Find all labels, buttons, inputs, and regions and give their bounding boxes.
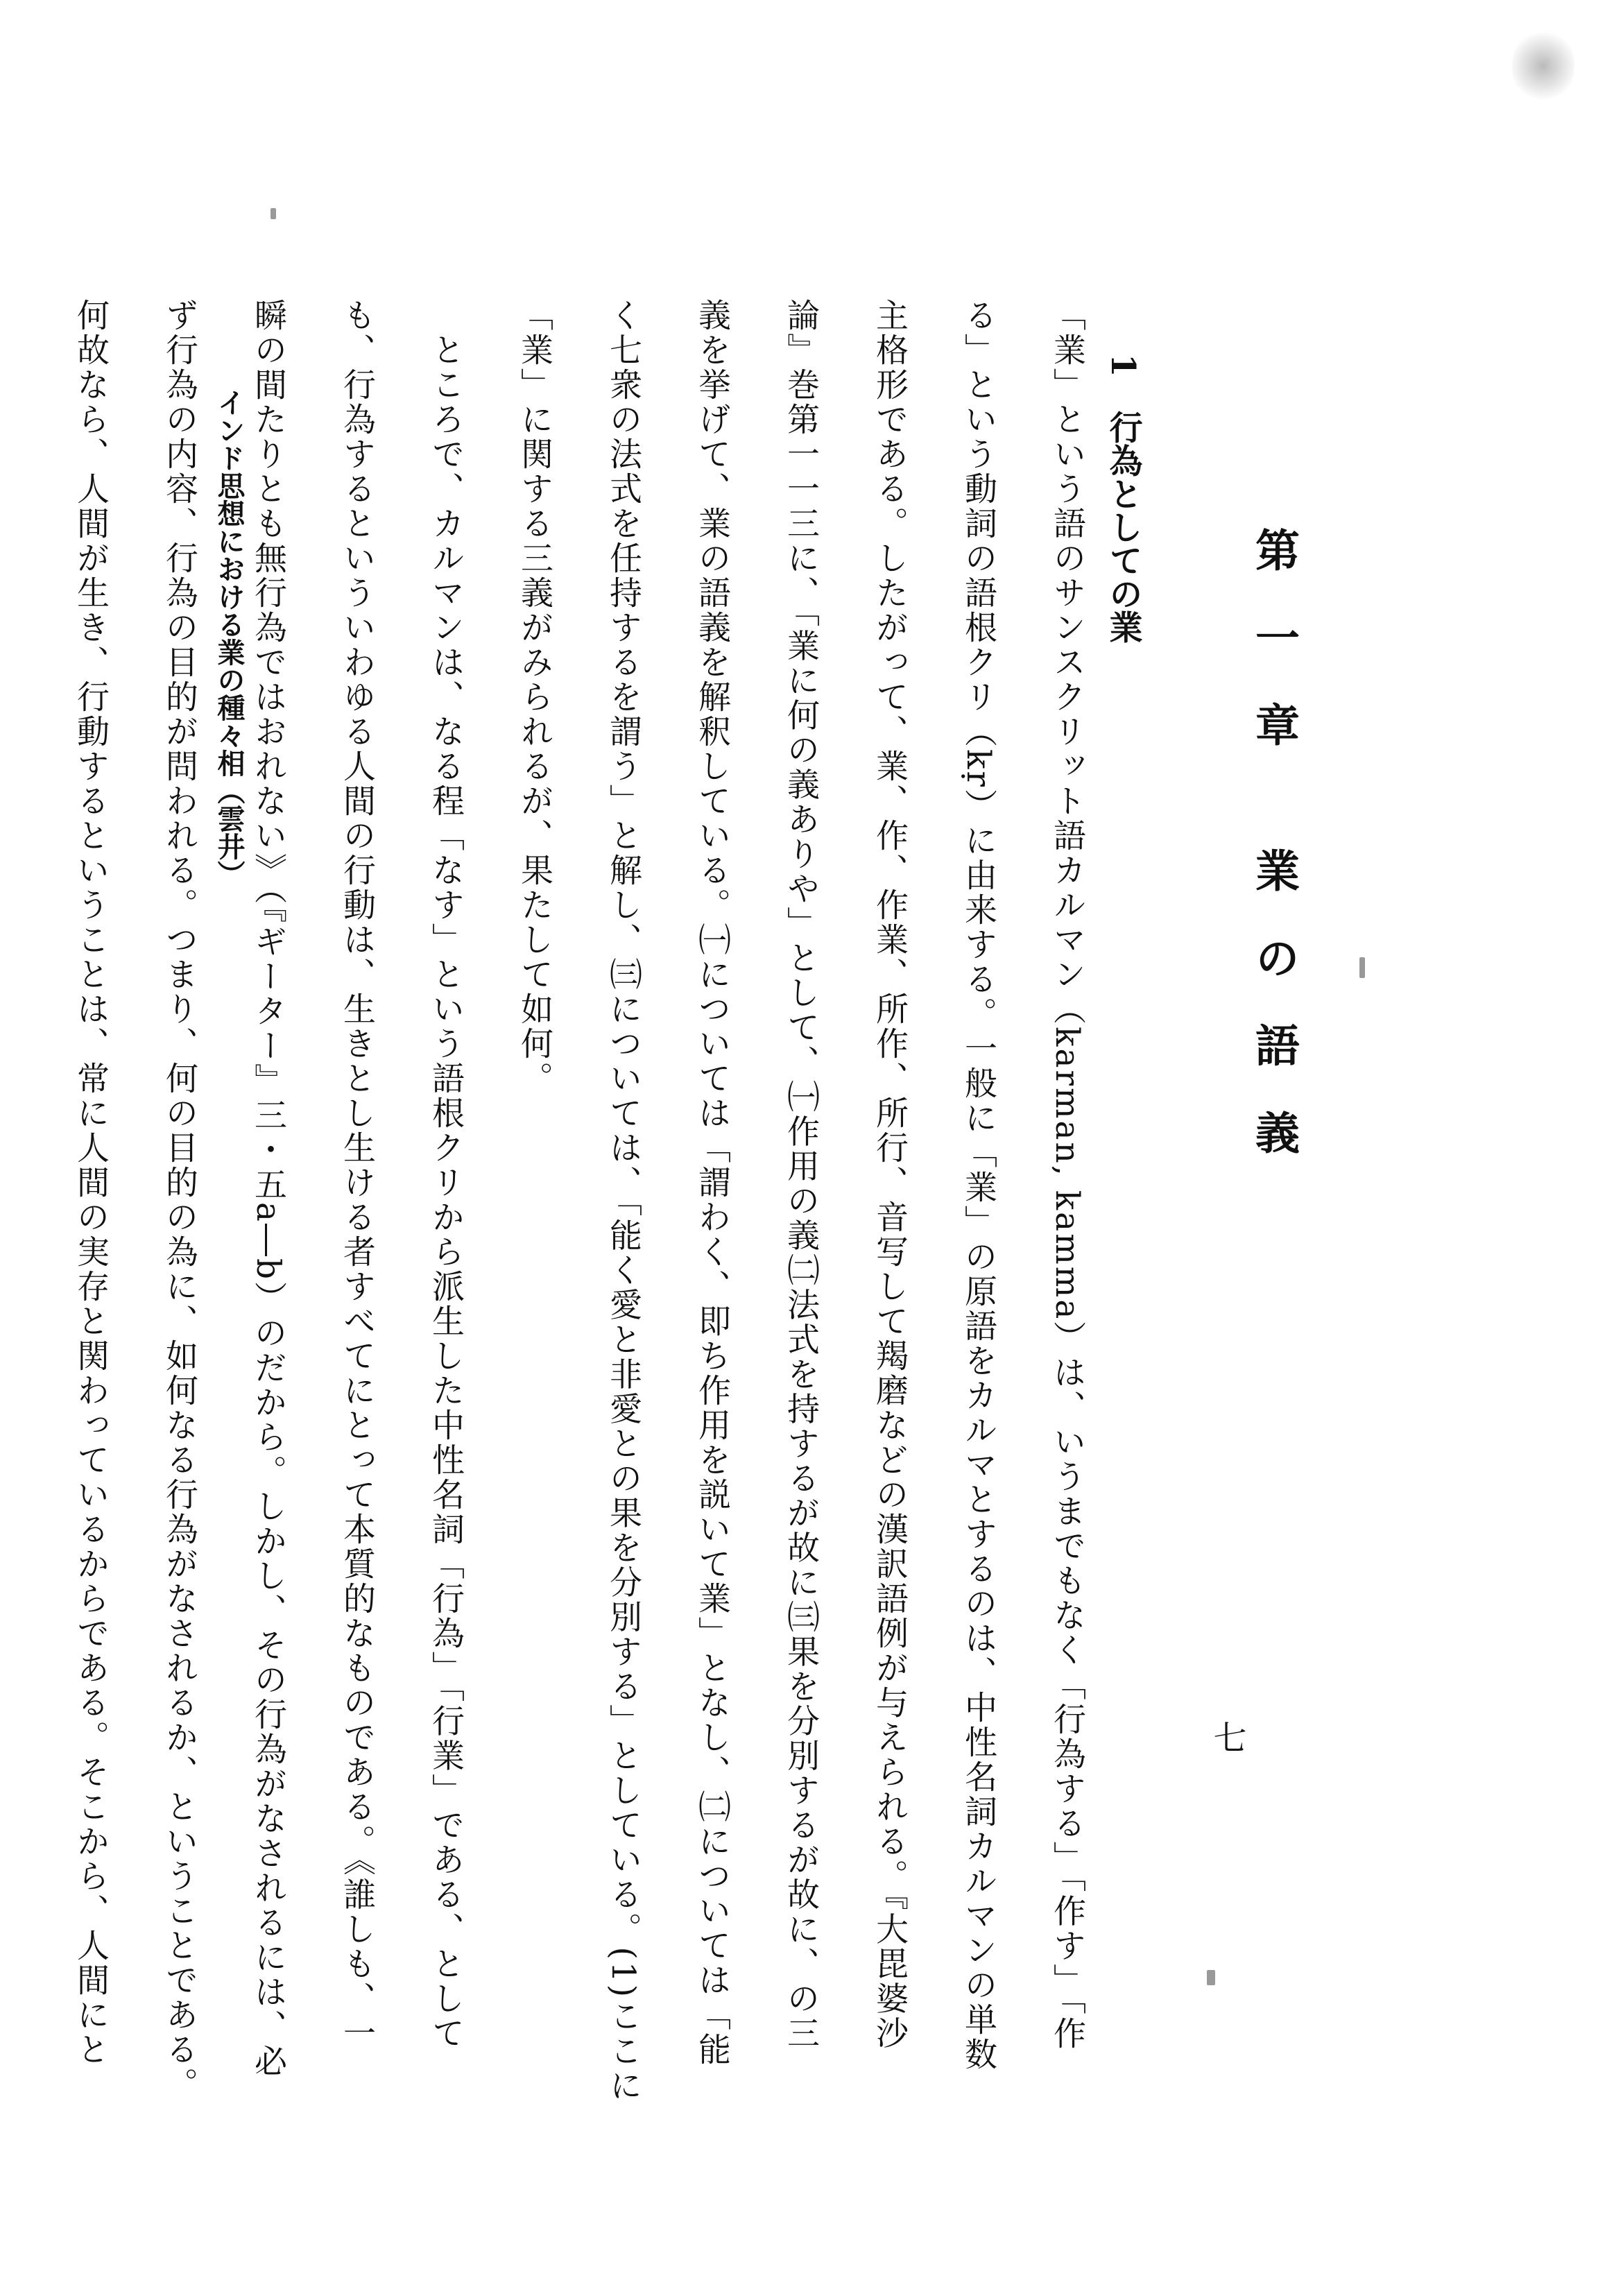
scan-speckle — [1512, 28, 1574, 104]
body-line: ず行為の内容、行為の目的が問われる。つまり、何の目的の為に、如何なる行為がなされるか、ということである。 — [160, 298, 198, 2102]
body-line: 義を挙げて、業の語義を解釈している。㈠については「謂わく、即ち作用を説いて業」となし、㈡については「能 — [693, 298, 731, 2067]
running-head: インド思想における業の種々相（雲井） — [213, 388, 246, 888]
body-line: く七衆の法式を任持するを謂う」と解し、㈢については、「能く愛と非愛との果を分別する」としている。(1)ここに — [604, 298, 642, 2104]
scan-mark — [1207, 1970, 1215, 1985]
body-line: 論』巻第一一三に、「業に何の義ありや」として、㈠作用の義㈡法式を持するが故に㈢果を分別するが故に、の三 — [782, 298, 820, 2051]
body-line: 主格形である。したがって、業、作、作業、所作、所行、音写して羯磨などの漢訳語例が与えられる。『大毘婆沙 — [870, 298, 909, 2051]
body-line: 「業」という語のサンスクリット語カルマン（karman, kamma）は、いうまでもなく「行為する」「作す」「作 — [1048, 298, 1086, 2052]
scan-mark — [270, 208, 276, 219]
body-line: 瞬の間たりとも無行為ではおれない》（『ギーター』三・五a―b）のだから。しかし、その行為がなされるには、必 — [249, 298, 287, 2080]
scan-mark — [1359, 957, 1365, 978]
body-line: 何故なら、人間が生き、行動するということは、常に人間の実存と関わっているからである。そこから、人間にと — [71, 298, 110, 2067]
body-line: る」という動詞の語根クリ（kṛ）に由来する。一般に「業」の原語をカルマとするのは、中性名詞カルマンの単数 — [959, 298, 997, 2072]
section-heading: 1 行為としての業 — [1104, 354, 1142, 644]
chapter-title: 第一章 業の語義 — [1248, 527, 1300, 1198]
body-line: ところで、カルマンは、なる程「なす」という語根クリから派生した中性名詞「行為」「行業」である、として — [427, 333, 465, 2051]
page-number: 七 — [1208, 1720, 1246, 1754]
body-line: 「業」に関する三義がみられるが、果たして如何。 — [515, 298, 553, 1096]
body-line: も、行為するといういわゆる人間の行動は、生きとし生ける者すべてにとって本質的なものである。《誰しも、一 — [338, 298, 376, 2051]
